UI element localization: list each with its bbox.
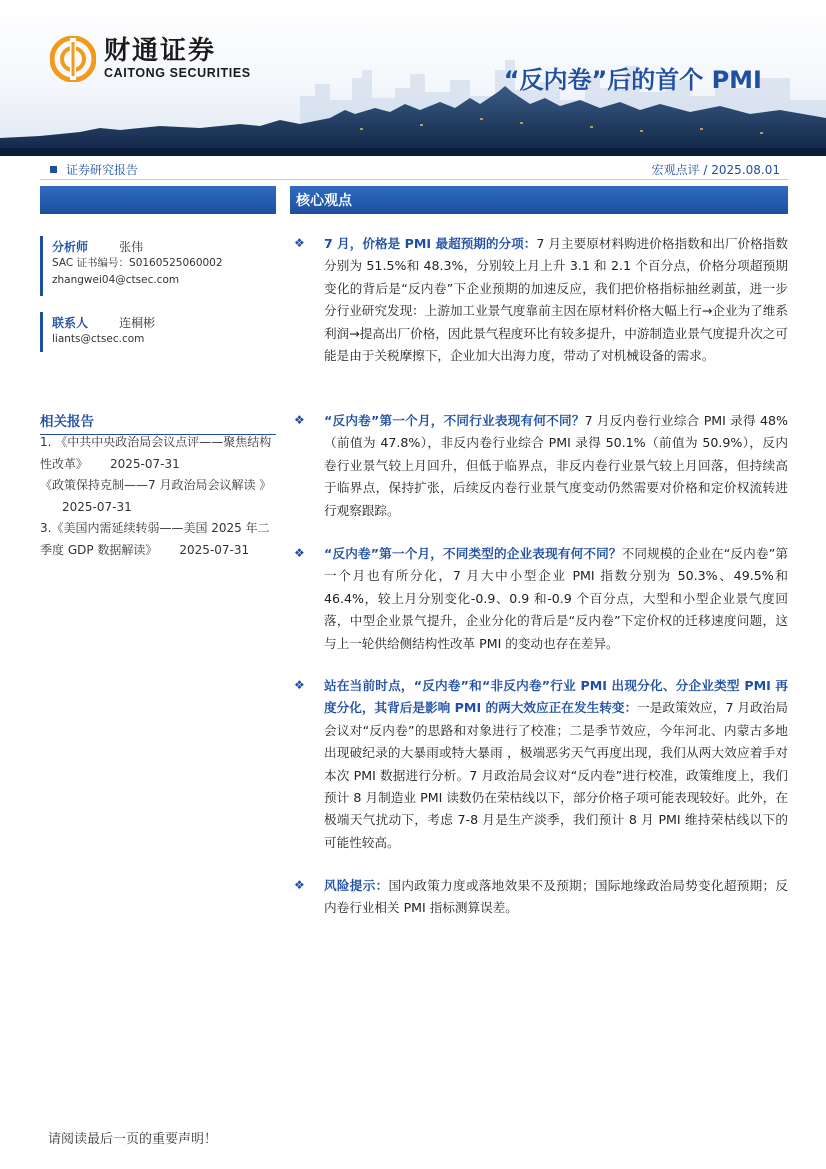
report-category-date: 宏观点评 / 2025.08.01 [651,163,780,177]
related-report-item[interactable] [40,432,276,475]
logo-chinese-name: 财通证券 [104,36,217,66]
related-report-text: 3.《美国内需延续转弱——美国 2025 年二季度 GDP 数据解读》 [40,521,270,557]
related-report-date: 2025-07-31 [179,542,250,557]
core-point [294,675,788,854]
diamond-bullet-icon: ❖ [294,236,305,250]
related-reports-list [40,432,276,561]
diamond-bullet-icon: ❖ [294,413,305,427]
subheader-bar [40,160,788,180]
report-type-label: 证券研究报告 [66,163,139,177]
point-heading: “反内卷”第一个月，不同类型的企业表现有何不同？ [324,546,622,561]
related-report-text: 1. 《中共中央政治局会议点评——聚焦结构性改革》 [40,435,272,471]
contact-role: 联系人 [52,316,89,330]
point-heading: “反内卷”第一个月，不同行业表现有何不同？ [324,413,585,428]
diamond-bullet-icon: ❖ [294,678,305,692]
analyst-email[interactable]: zhangwei04@ctsec.com [52,274,180,286]
analyst-role: 分析师 [52,240,89,254]
related-report-item[interactable] [40,518,276,561]
logo-english-name: CAITONG SECURITIES [104,66,251,80]
left-column-banner [40,186,276,214]
point-body: 不同规模的企业在“反内卷”第一个月也有所分化，7 月大中小型企业 PMI 指数分别为 50.3%、49.5%和 46.4%，较上月分别变化-0.9、0.9 和-0.9 个百分点，大型和小型企业景气度回落，中型企业景气提升，企业分化的背后是“反内卷”下定价权的迁移速度问题，这与上一轮供给侧结构性改革 PMI 的变动也存在差异。 [324,546,788,651]
point-body: 7 月反内卷行业综合 PMI 录得 48%（前值为 47.8%），非反内卷行业综合 PMI 录得 50.1%（前值为 50.9%），反内卷行业景气较上月回升，但低于临界点，非反内卷行业景气较上月回落，但持续高于临界点，保持扩张，后续反内卷行业景气度变动仍然需要对价格和定价权流转进行观察跟踪。 [324,413,788,518]
report-title: “反内卷”后的首个 PMI [503,66,762,94]
report-header [0,0,826,156]
disclaimer-footer: 请阅读最后一页的重要声明！ [48,1132,218,1147]
square-bullet-icon [50,166,57,173]
related-report-date: 2025-07-31 [62,499,132,514]
point-heading: 风险提示： [324,878,389,893]
analyst-name: 张伟 [119,240,144,254]
related-report-item[interactable] [40,475,276,518]
core-point [294,543,788,655]
point-body: 7 月主要原材料购进价格指数和出厂价格指数分别为 51.5%和 48.3%，分别较上月上升 3.1 和 2.1 个百分点，价格分项超预期变化的背后是“反内卷”下企业预期的加速反应，我们把价格指标抽丝剥茧，进一步分行业研究发现：上游加工业景气度靠前主因在原材料价格大幅上行→企业为了维系利润→提高出厂价格，因此景气程度环比有较多提升，中游制造业景气度提升次之可能是由于关税摩擦下，企业加大出海力度，带动了对机械设备的需求。 [324,236,788,364]
diamond-bullet-icon: ❖ [294,878,305,892]
contact-name: 连桐彬 [119,316,156,330]
contact-card [40,312,276,352]
core-point [294,233,788,367]
point-heading: 站在当前时点，“反内卷”和“非反内卷”行业 PMI 出现分化、分企业类型 PMI 再度分化，其背后是影响 PMI 的两大效应正在发生转变： [324,678,788,716]
report-type [50,161,138,178]
caitong-logo-icon [50,36,96,82]
core-point [294,875,788,920]
analyst-card [40,236,276,296]
related-report-date: 2025-07-31 [110,456,180,471]
diamond-bullet-icon: ❖ [294,546,305,560]
contact-email[interactable]: liants@ctsec.com [52,333,145,345]
core-views-title: 核心观点 [296,193,352,209]
related-report-text: 《政策保持克制——7 月政治局会议解读 》 [40,478,272,492]
core-views-banner [290,186,788,214]
point-body: 一是政策效应，7 月政治局会议对“反内卷”的思路和对象进行了校准；二是季节效应，今年河北、内蒙古多地出现破纪录的大暴雨或特大暴雨 ，极端恶劣天气再度出现，我们从两大效应着手对本次 PMI 数据进行分析。7 月政治局会议对“反内卷”进行校准，政策维度上，我们预计 8 月制造业 PMI 读数仍在荣枯线以下，部分价格子项可能表现较好。此外，在极端天气扰动下，考虑 7-8 月是生产淡季，我们预计 8 月 PMI 维持荣枯线以下的可能性较高。 [324,700,788,850]
company-logo [50,36,251,82]
point-body: 国内政策力度或落地效果不及预期；国际地缘政治局势变化超预期；反内卷行业相关 PMI 指标测算误差。 [324,878,789,916]
point-heading: 7 月，价格是 PMI 最超预期的分项： [324,236,537,251]
analyst-cert: SAC 证书编号：S0160525060002 [52,257,223,269]
core-point [294,410,788,522]
related-reports-title: 相关报告 [40,410,276,435]
